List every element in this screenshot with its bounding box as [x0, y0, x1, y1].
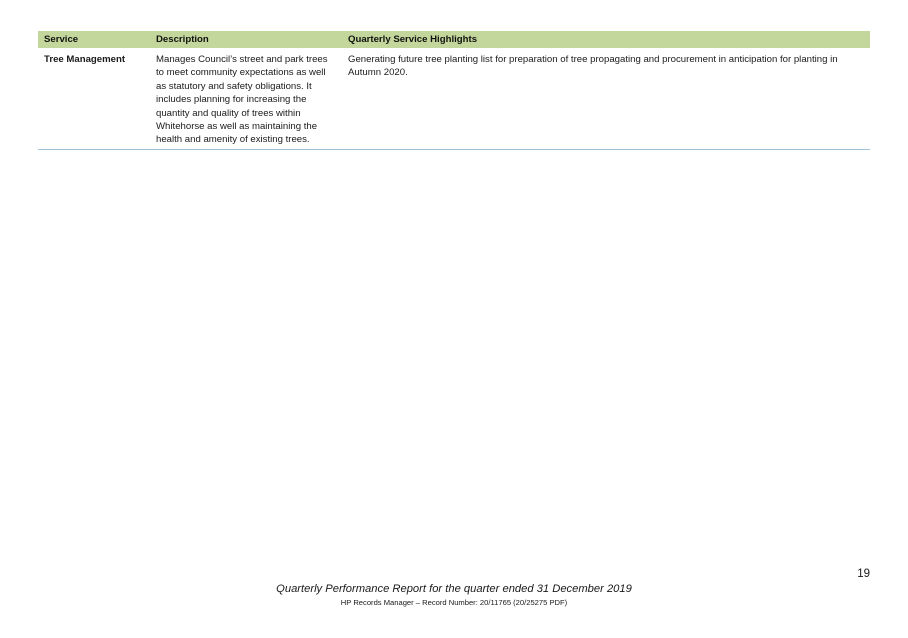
table-body	[38, 48, 870, 149]
footer-title: Quarterly Performance Report for the quarter ended 31 December 2019	[276, 583, 632, 595]
description-cell: Manages Council’s street and park trees to meet community expectations as well as statutory and safety obligations. It includes planning for increasing the quantity and quality of trees within Whitehorse as well as maintaining the health and amenity of existing trees.	[150, 48, 342, 149]
highlights-cell: Generating future tree planting list for preparation of tree propagating and procurement in anticipation for planting in Autumn 2020.	[342, 48, 870, 149]
table-header-row	[38, 31, 870, 48]
service-name-cell: Tree Management	[38, 48, 150, 149]
page-number: 19	[857, 568, 870, 580]
footer-record-number: HP Records Manager – Record Number: 20/11765 (20/25275 PDF)	[340, 598, 568, 607]
header-service: Service	[38, 31, 150, 48]
header-description: Description	[150, 31, 342, 48]
table-header	[38, 31, 870, 48]
header-highlights: Quarterly Service Highlights	[342, 31, 870, 48]
table-row	[38, 48, 870, 149]
services-table	[38, 31, 870, 150]
